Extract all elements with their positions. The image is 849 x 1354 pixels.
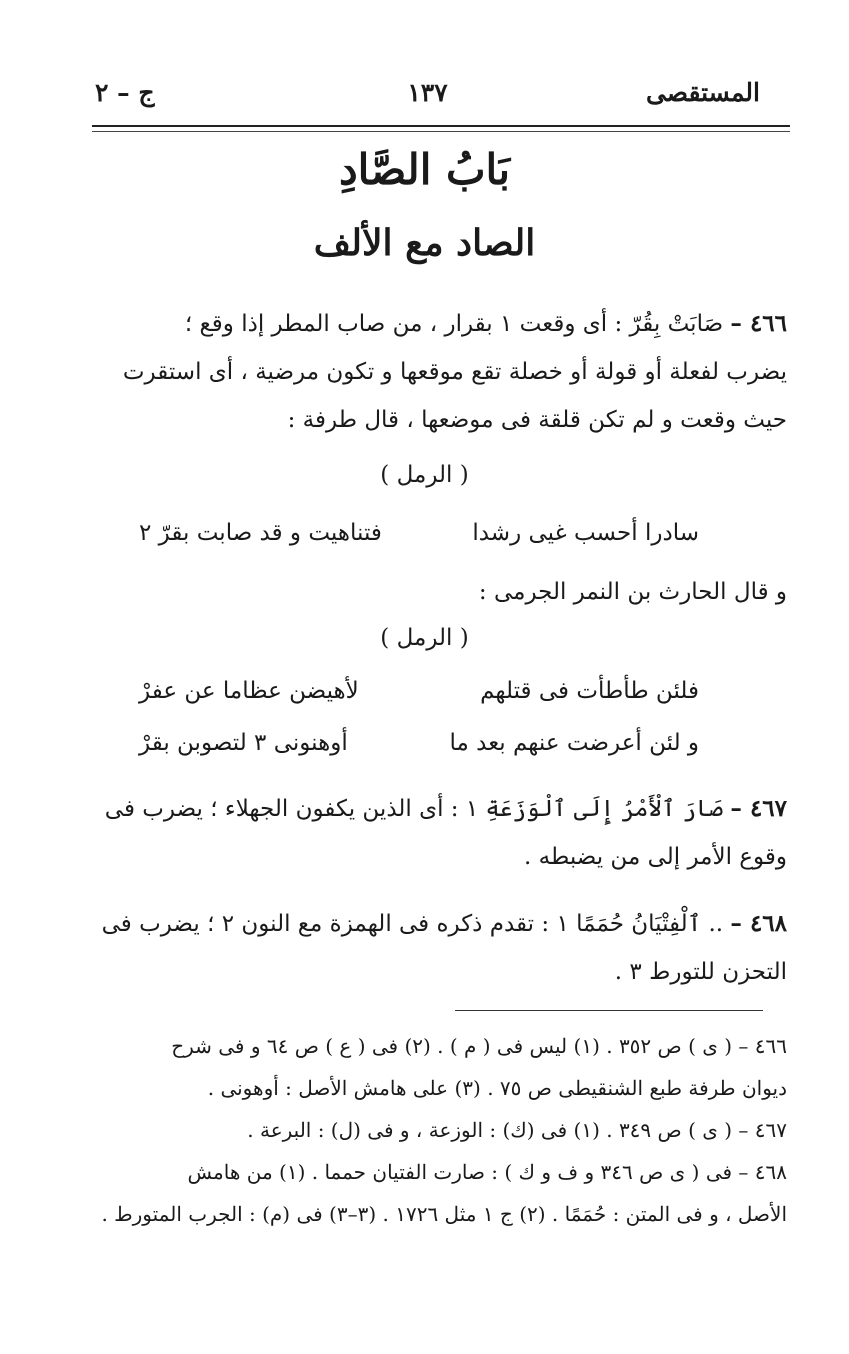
verse-line <box>139 520 699 560</box>
header-rule <box>92 125 790 127</box>
entry-466 <box>52 300 787 444</box>
section-title: الصاد مع الألف <box>313 222 536 264</box>
entry-466-line1 <box>52 300 787 348</box>
header-rule-thin <box>92 131 790 132</box>
verse-hemistich-first: سادرا أحسب غيى رشدا <box>472 520 699 546</box>
footnote-467: ٤٦٧ – ( ى ) ص ٣٤٩ . (١) فى (ك) : الوزعة ، و فى (ل) : البرعة . <box>247 1118 787 1142</box>
page-number: ١٣٧ <box>407 78 448 107</box>
footnote-468-line1: ٤٦٨ – فى ( ى ص ٣٤٦ و ف و ك ) : صارت الفتيان حمما . (١) من هامش <box>187 1160 787 1184</box>
book-title: المستقصى <box>645 78 760 107</box>
verse-hemistich-second: فتناهيت و قد صابت بقرّ ٢ <box>139 520 382 546</box>
verse-hemistich-second: لأهيضن عظاما عن عفرْ <box>139 678 359 704</box>
entry-468-line1 <box>52 900 787 948</box>
verse-line <box>139 678 699 718</box>
verse-intro: و قال الحارث بن النمر الجرمى : <box>478 579 787 605</box>
running-header <box>95 78 760 118</box>
meter-label: ( الرمل ) <box>380 462 469 488</box>
entry-number: ٤٦٦ – <box>730 310 787 337</box>
entry-number: ٤٦٧ – <box>730 795 787 822</box>
entry-text: صَارَ ٱلْأَمْرُ إِلَى ٱلْوَزَعَةِ ١ : أى الذين يكفون الجهلاء ؛ يضرب فى <box>104 796 724 822</box>
entry-468 <box>52 900 787 996</box>
footnotes <box>52 1025 787 1235</box>
entry-467-line1 <box>52 785 787 833</box>
entry-text: صَابَتْ بِقُرّ : أى وقعت ١ بقرار ، من صاب المطر إذا وقع ؛ <box>184 311 724 337</box>
verse-hemistich-first: فلئن طأطأت فى قتلهم <box>480 678 699 704</box>
meter-label: ( الرمل ) <box>380 625 469 651</box>
entry-466-line3: حيث وقعت و لم تكن قلقة فى موضعها ، قال طرفة : <box>287 407 787 433</box>
volume-label: ج – ٢ <box>95 78 155 107</box>
verse-hemistich-first: و لئن أعرضت عنهم بعد ما <box>449 730 699 756</box>
verse-hemistich-second: أوهنونى ٣ لتصوبن بقرْ <box>139 730 348 756</box>
footnote-466-line1: ٤٦٦ – ( ى ) ص ٣٥٢ . (١) ليس فى ( م ) . (٢) فى ( ع ) ص ٦٤ و فى شرح <box>171 1034 787 1058</box>
verse-line <box>139 730 699 770</box>
entry-467 <box>52 785 787 881</box>
footnote-rule <box>455 1010 763 1011</box>
footnote-466-line2: ديوان طرفة طبع الشنقيطى ص ٧٥ . (٣) على هامش الأصل : أوهونى . <box>207 1076 787 1100</box>
entry-466-line2: يضرب لفعلة أو قولة أو خصلة تقع موقعها و تكون مرضية ، أى استقرت <box>122 359 787 385</box>
entry-468-line2: التحزن للتورط ٣ . <box>614 959 787 985</box>
entry-number: ٤٦٨ – <box>730 910 787 937</box>
chapter-title: بَابُ الصَّادِ <box>338 145 511 194</box>
entry-467-line2: وقوع الأمر إلى من يضبطه . <box>524 844 787 870</box>
footnote-468-line2: الأصل ، و فى المتن : حُمَمًا . (٢) ج ١ مثل ١٧٢٦ . (٣–٣) فى (م) : الجرب المتورط . <box>101 1202 787 1226</box>
entry-text: .. ٱلْفِتْيَانُ حُمَمًا ١ : تقدم ذكره فى الهمزة مع النون ٢ ؛ يضرب فى <box>101 911 724 937</box>
